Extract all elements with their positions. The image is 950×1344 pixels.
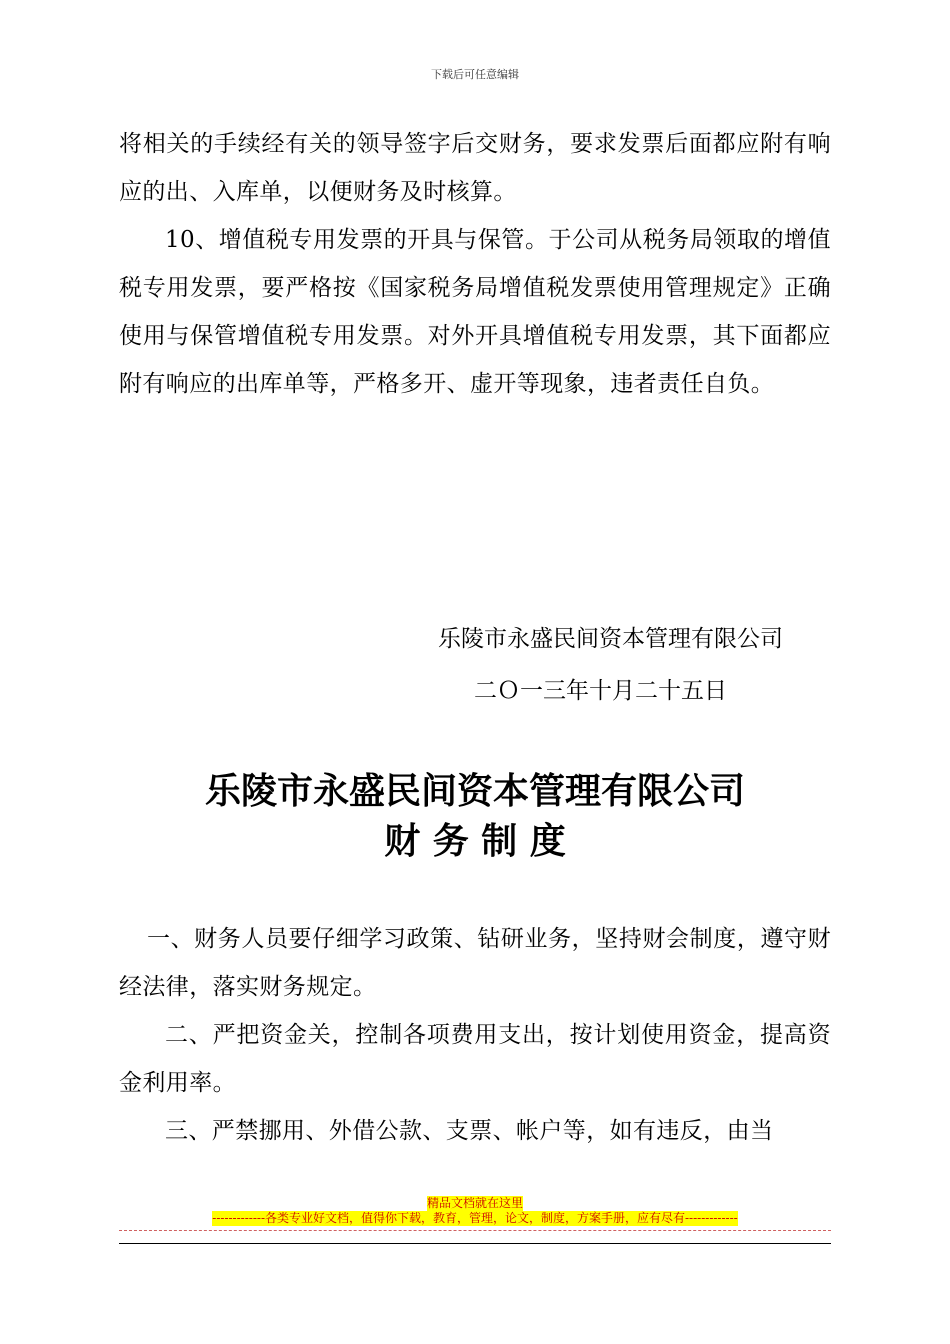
page-header-note: 下载后可任意编辑 bbox=[431, 68, 519, 81]
rule-item-3: 三、严禁挪用、外借公款、支票、帐户等，如有违反，由当 bbox=[165, 1118, 774, 1144]
document-title: 乐陵市永盛民间资本管理有限公司 bbox=[204, 771, 745, 812]
rules-body-text bbox=[119, 915, 831, 1155]
signature-company: 乐陵市永盛民间资本管理有限公司 bbox=[438, 626, 783, 652]
top-body-text bbox=[119, 120, 831, 408]
footer-promo-title: 精品文档就在这里 bbox=[426, 1196, 523, 1210]
footer-promo-line: -------------各类专业好文档，值得你下载，教育，管理，论文，制度，方案手册，应有尽有------------- bbox=[212, 1211, 738, 1225]
footer-solid-divider bbox=[119, 1243, 831, 1244]
rule-item-2: 二、严把资金关，控制各项费用支出，按计划使用资金，提高资金利用率。 bbox=[119, 1022, 831, 1096]
document-subtitle: 财 务 制 度 bbox=[384, 821, 566, 862]
signature-date: 二Ｏ一三年十月二十五日 bbox=[474, 678, 727, 704]
footer-promo bbox=[0, 1196, 950, 1226]
footer-dashed-divider bbox=[119, 1230, 831, 1231]
paragraph-continuation: 将相关的手续经有关的领导签字后交财务，要求发票后面都应附有响应的出、入库单，以便财务及时核算。 bbox=[119, 131, 831, 205]
rule-item-1: 一、财务人员要仔细学习政策、钻研业务，坚持财会制度，遵守财经法律，落实财务规定。 bbox=[119, 926, 831, 1000]
paragraph-item-10: 10、增值税专用发票的开具与保管。于公司从税务局领取的增值税专用发票，要严格按《国家税务局增值税发票使用管理规定》正确使用与保管增值税专用发票。对外开具增值税专用发票，其下面都应附有响应的出库单等，严格多开、虚开等现象，违者责任自负。 bbox=[119, 227, 831, 397]
